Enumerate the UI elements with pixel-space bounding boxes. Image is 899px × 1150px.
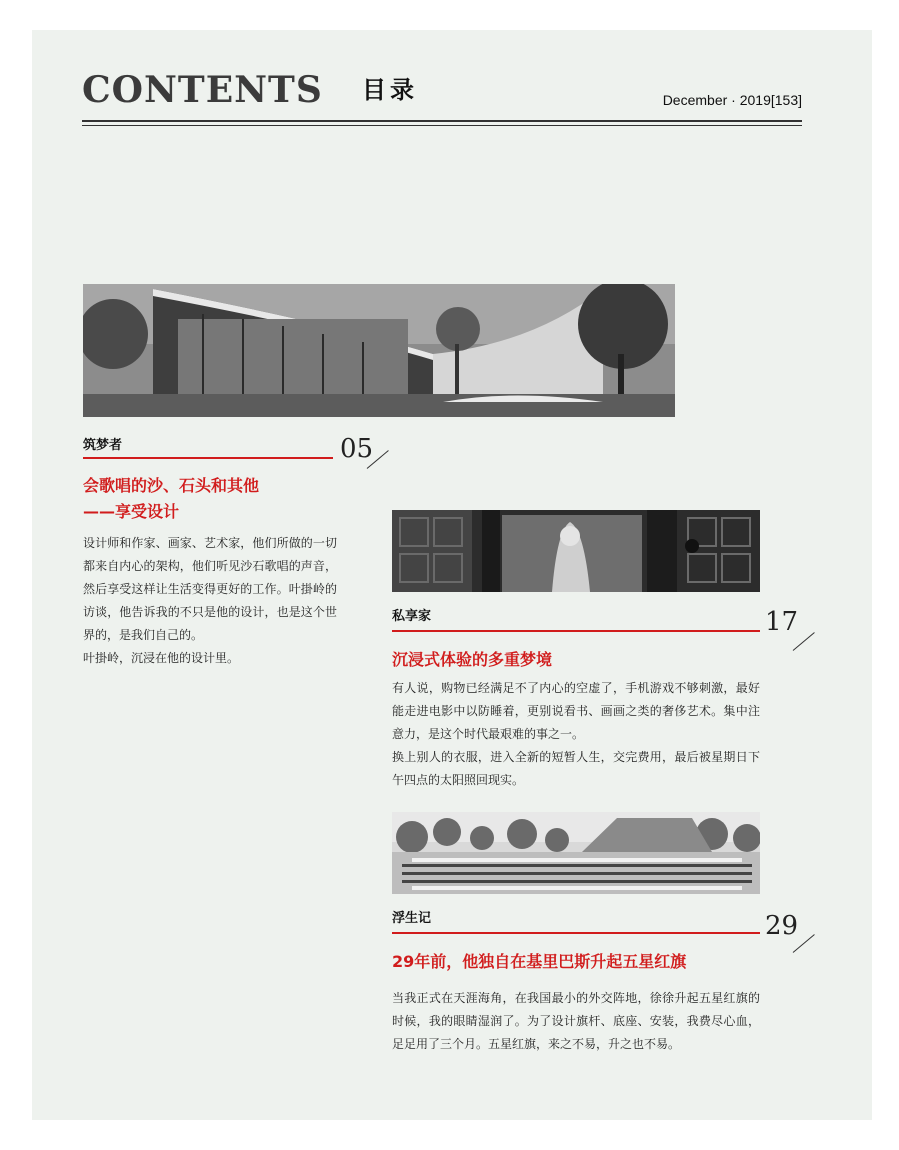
summary-paragraph: 设计师和作家、画家、艺术家，他们所做的一切都来自内心的架构，他们听见沙石歌唱的声音，然后享受这样让生活变得更好的工作。叶掛岭的访谈，他告诉我的不只是他的设计，也是这个世界的，是我们自己的。 — [83, 536, 337, 642]
article-title-line: 沉浸式体验的多重梦境 — [392, 650, 553, 669]
article-summary — [392, 987, 760, 1056]
header-rule — [82, 120, 802, 122]
contents-heading-cn: 目录 — [362, 76, 418, 104]
article-title-line: 29年前，他独自在基里巴斯升起五星红旗 — [392, 952, 687, 971]
article-summary — [83, 532, 337, 670]
architecture-photo[interactable] — [83, 284, 675, 417]
page-number[interactable]: 05 — [340, 434, 374, 464]
section-rule — [392, 630, 760, 632]
article-title[interactable] — [83, 473, 383, 525]
section-label: 筑梦者 — [83, 438, 123, 453]
page-number[interactable]: 29 — [765, 911, 799, 941]
contents-page — [32, 30, 872, 1120]
contents-heading: CONTENTS — [82, 69, 323, 111]
summary-paragraph: 有人说，购物已经满足不了内心的空虚了，手机游戏不够刺激，最好能走进电影中以防睡着，更别说看书、画画之类的奢侈艺术。集中注意力，是这个时代最艰难的事之一。 — [392, 681, 760, 741]
immersive-theater-photo[interactable] — [392, 510, 760, 592]
summary-paragraph: 换上别人的衣服，进入全新的短暂人生，交完费用，最后被星期日下午四点的太阳照回现实。 — [392, 750, 760, 787]
section-label: 私享家 — [392, 609, 432, 624]
article-title-line: 会歌唱的沙、石头和其他 — [83, 476, 260, 495]
page-number[interactable]: 17 — [765, 607, 799, 637]
section-label: 浮生记 — [392, 911, 432, 926]
article-summary — [392, 677, 760, 792]
article-title[interactable] — [392, 949, 772, 975]
summary-paragraph: 叶掛岭，沉浸在他的设计里。 — [83, 651, 240, 665]
flag-ceremony-photo[interactable] — [392, 812, 760, 894]
header-rule-thin — [82, 125, 802, 126]
article-title[interactable] — [392, 647, 760, 673]
issue-date: December · 2019[153] — [662, 92, 802, 108]
article-title-line: ——享受设计 — [83, 502, 180, 521]
section-rule — [392, 932, 760, 934]
section-rule — [83, 457, 333, 459]
summary-paragraph: 当我正式在天涯海角，在我国最小的外交阵地，徐徐升起五星红旗的时候，我的眼睛湿润了。为了设计旗杆、底座、安装，我费尽心血，足足用了三个月。五星红旗，来之不易，升之也不易。 — [392, 991, 760, 1051]
